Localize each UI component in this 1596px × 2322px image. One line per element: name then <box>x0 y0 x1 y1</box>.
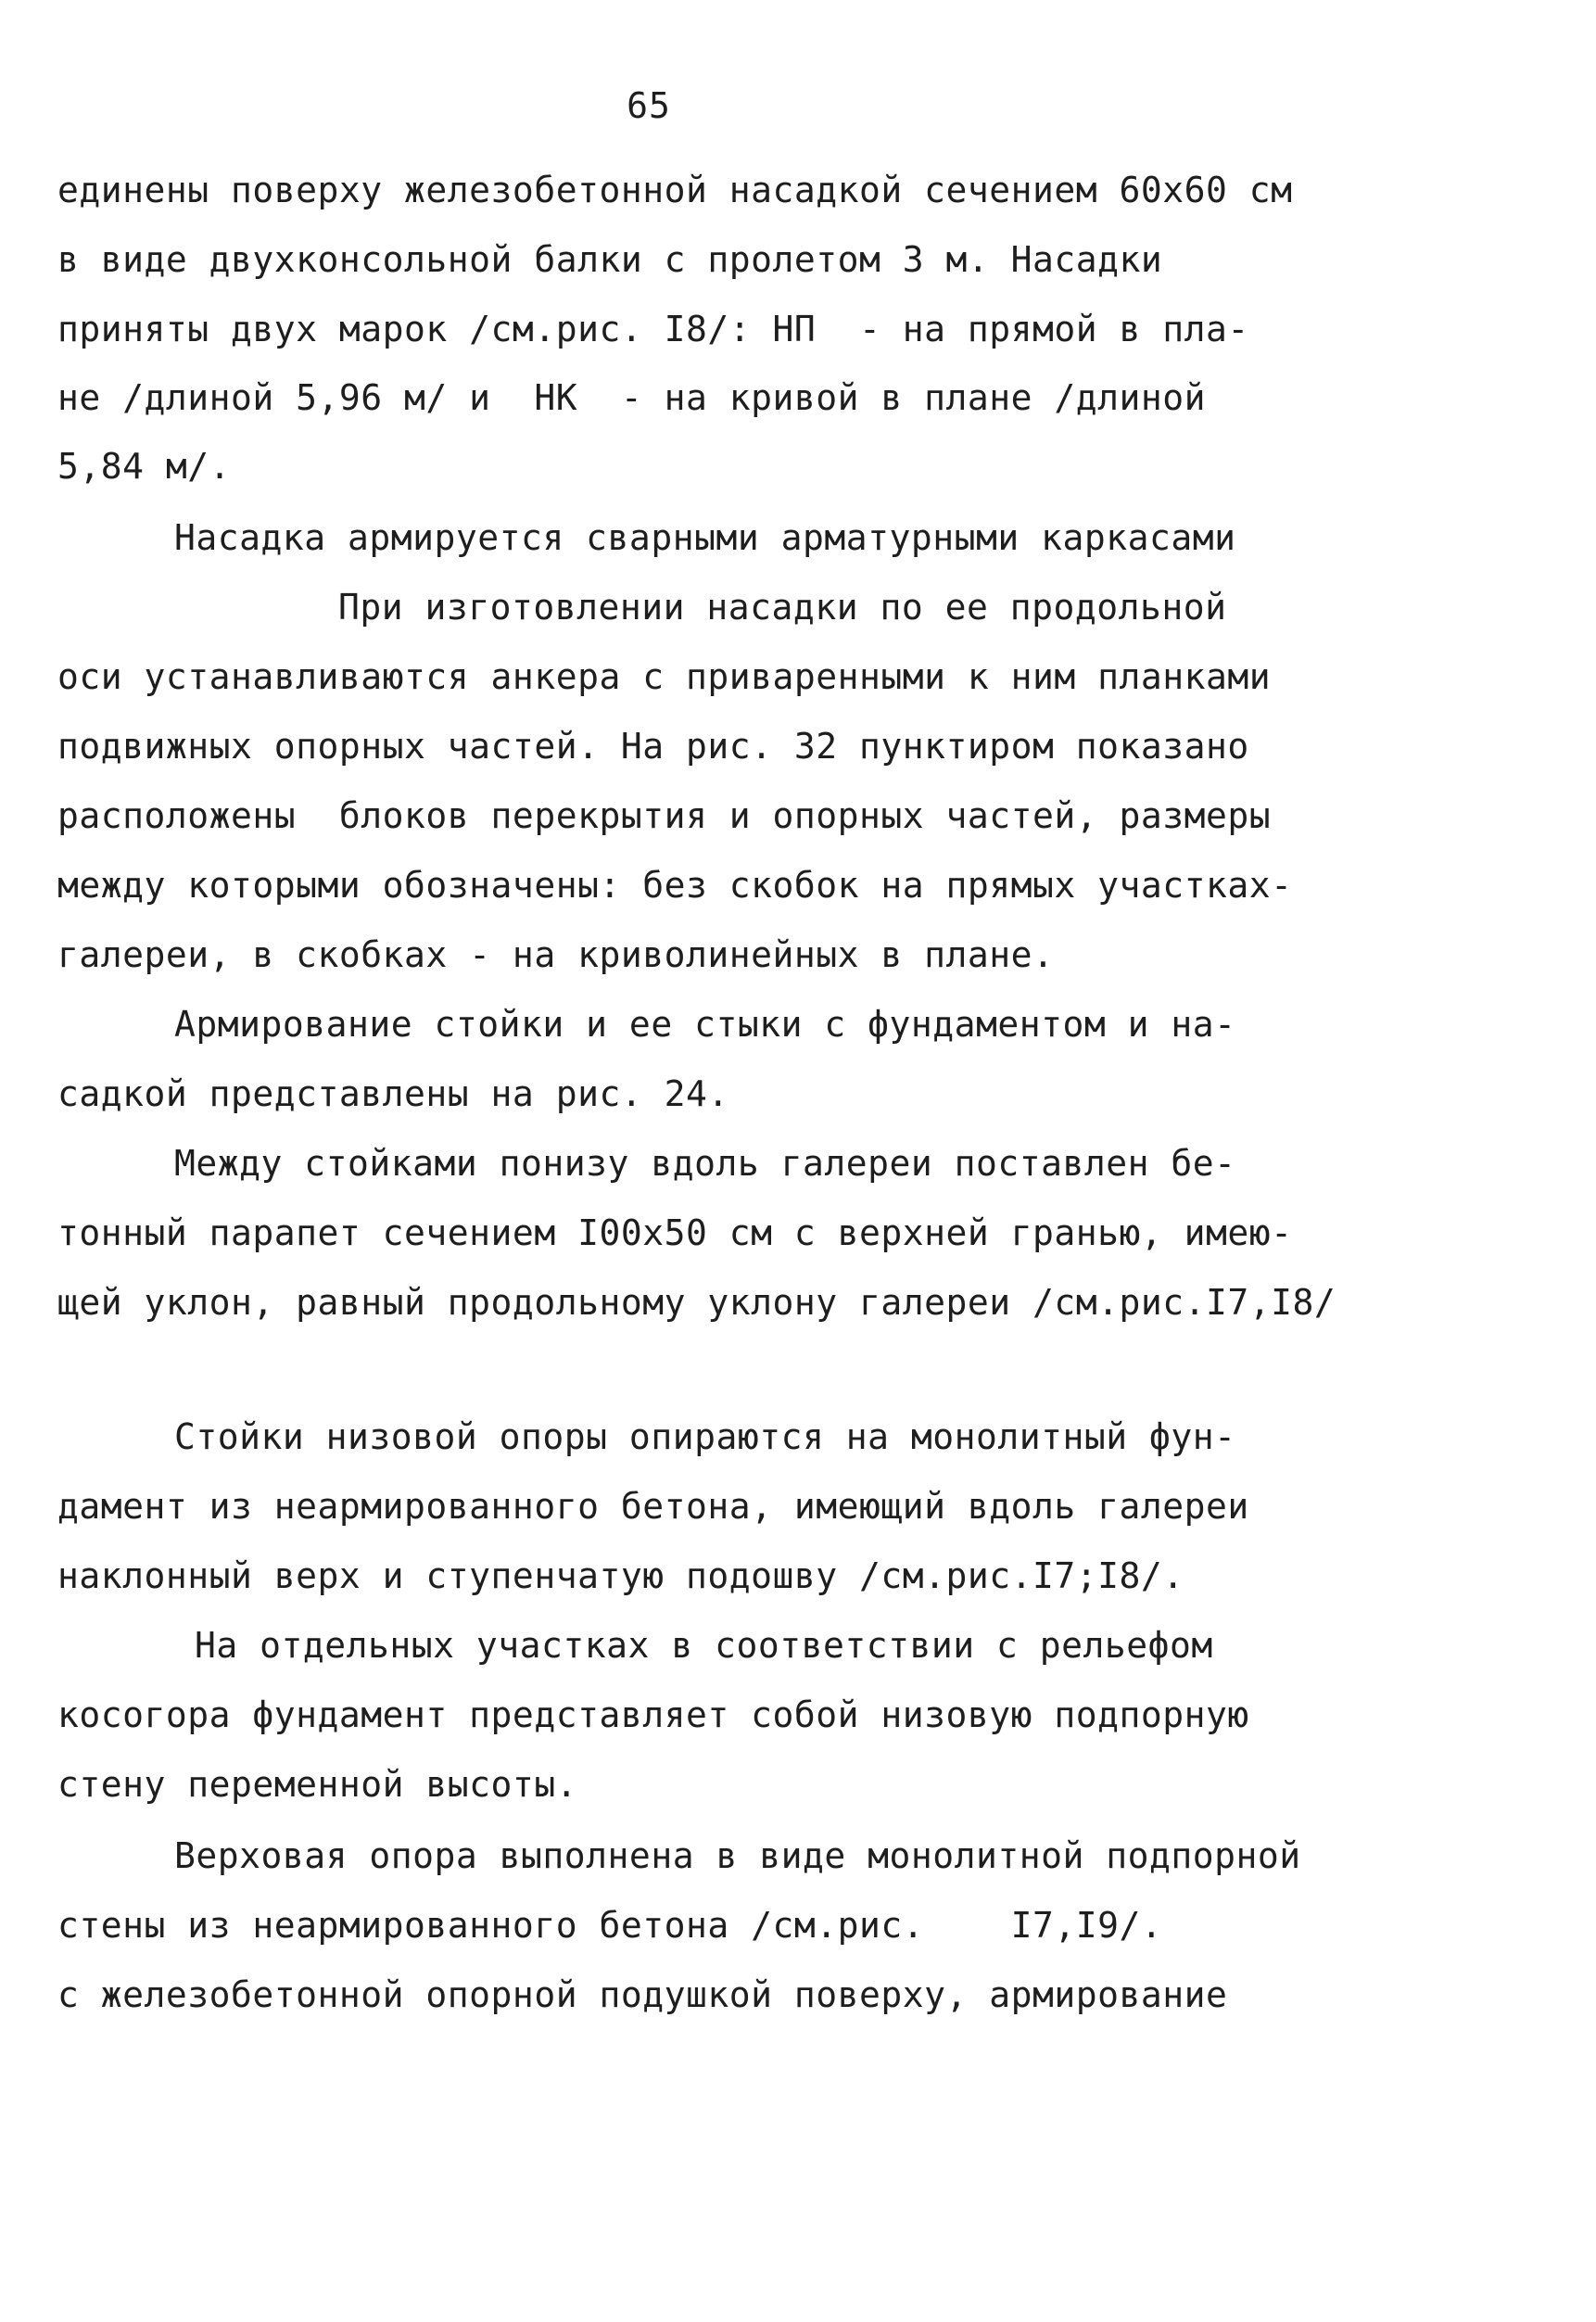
text-line: 5,84 м/. <box>57 446 232 487</box>
text-line: дамент из неармированного бетона, имеющий вдоль галереи <box>57 1486 1249 1527</box>
text-line: садкой представлены на рис. 24. <box>57 1073 729 1114</box>
text-line: между которыми обозначены: без скобок на прямых участках- <box>57 865 1293 906</box>
text-line: не /длиной 5,96 м/ и НК - на кривой в плане /длиной <box>57 377 1207 418</box>
text-line: стены из неармированного бетона /см.рис. I7,I9/. <box>57 1905 1163 1946</box>
text-line: расположены блоков перекрытия и опорных частей, размеры <box>57 795 1272 836</box>
text-line: в виде двухконсольной балки с пролетом 3 м. Насадки <box>57 239 1163 280</box>
text-line: косогора фундамент представляет собой низовую подпорную <box>57 1694 1249 1735</box>
text-line: тонный парапет сечением I00x50 см с верхней гранью, имею- <box>57 1212 1293 1253</box>
text-line: стену переменной высоты. <box>57 1764 578 1805</box>
text-line: Стойки низовой опоры опираются на монолитный фун- <box>174 1416 1236 1457</box>
text-line: Армирование стойки и ее стыки с фундаментом и на- <box>174 1004 1236 1045</box>
text-line: Верховая опора выполнена в виде монолитной подпорной <box>174 1835 1301 1876</box>
page-number: 65 <box>627 85 671 126</box>
text-line: оси устанавливаются анкера с приваренными к ним планками <box>57 656 1272 697</box>
text-line: приняты двух марок /см.рис. I8/: НП - на прямой в пла- <box>57 309 1249 349</box>
text-line: подвижных опорных частей. На рис. 32 пунктиром показано <box>57 726 1249 767</box>
text-line: Между стойками понизу вдоль галереи поставлен бе- <box>174 1143 1236 1184</box>
text-line: галереи, в скобках - на криволинейных в плане. <box>57 934 1055 975</box>
text-line: единены поверху железобетонной насадкой сечением 60x60 см <box>57 170 1293 210</box>
text-line: наклонный верх и ступенчатую подошву /см.рис.I7;I8/. <box>57 1555 1184 1596</box>
text-line: Насадка армируется сварными арматурными каркасами <box>174 517 1236 558</box>
text-line: с железобетонной опорной подушкой поверху, армирование <box>57 1974 1228 2015</box>
text-line: На отдельных участках в соответствии с рельефом <box>195 1625 1213 1666</box>
text-line: щей уклон, равный продольному уклону галереи /см.рис.I7,I8/ <box>57 1282 1336 1323</box>
text-line: При изготовлении насадки по ее продольной <box>338 587 1227 628</box>
